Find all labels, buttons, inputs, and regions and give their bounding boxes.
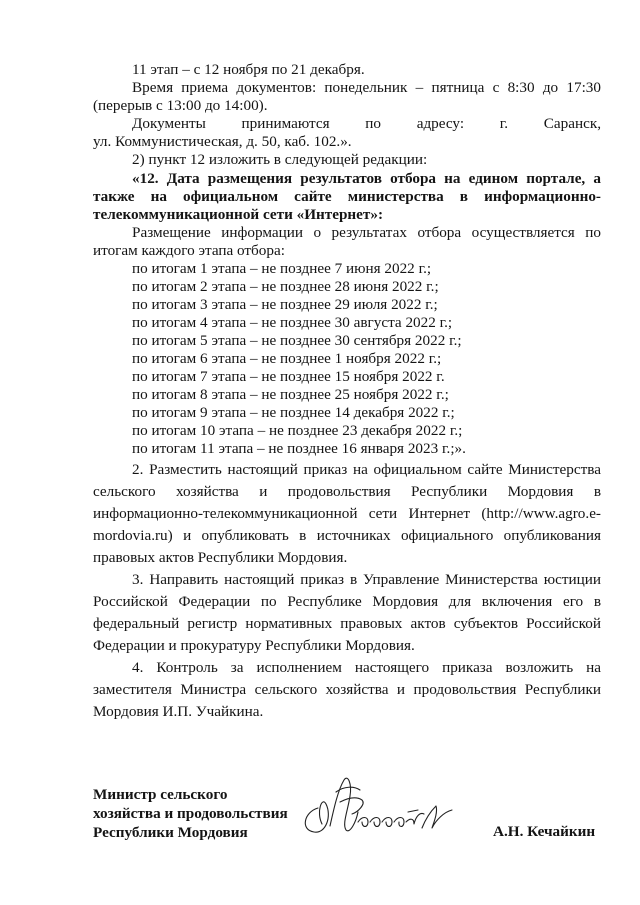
text-line: Федерации и прокуратуру Республики Мордовия. (93, 637, 415, 654)
text-line: Российской Федерации по Республике Мордовия для включения его в (93, 593, 601, 610)
list-item: по итогам 11 этапа – не позднее 16 января 2023 г.;». (132, 440, 466, 457)
list-item: по итогам 8 этапа – не позднее 25 ноября 2022 г.; (132, 386, 449, 403)
list-item: по итогам 10 этапа – не позднее 23 декабря 2022 г.; (132, 422, 463, 439)
heading-line: «12. Дата размещения результатов отбора на едином портале, а (132, 170, 601, 187)
text-line: 3. Направить настоящий приказ в Управление Министерства юстиции (132, 571, 601, 588)
signatory-title-line: хозяйства и продовольствия (93, 805, 288, 822)
signatory-name: А.Н. Кечайкин (493, 823, 596, 840)
text-line: 11 этап – с 12 ноября по 21 декабря. (132, 61, 365, 78)
text-line: заместителя Министра сельского хозяйства и продовольствия Республики (93, 681, 601, 698)
text-line: mordovia.ru) и опубликовать в источниках официального опубликования (93, 527, 601, 544)
list-item: по итогам 2 этапа – не позднее 28 июня 2022 г.; (132, 278, 439, 295)
text-line: правовых актов Республики Мордовия. (93, 549, 348, 566)
list-item: по итогам 7 этапа – не позднее 15 ноября 2022 г. (132, 368, 445, 385)
text-line: информационно-телекоммуникационной сети Интернет (http://www.agro.e- (93, 505, 601, 522)
signatory-title-line: Республики Мордовия (93, 824, 248, 841)
list-item: по итогам 6 этапа – не позднее 1 ноября 2022 г.; (132, 350, 442, 367)
text-line: Мордовия И.П. Учайкина. (93, 703, 264, 720)
list-item: по итогам 5 этапа – не позднее 30 сентября 2022 г.; (132, 332, 462, 349)
signatory-title-line: Министр сельского (93, 786, 228, 803)
text-line: федеральный регистр нормативных правовых актов субъектов Российской (93, 615, 601, 632)
text-line: Время приема документов: понедельник – пятница с 8:30 до 17:30 (132, 79, 601, 96)
heading-line: телекоммуникационной сети «Интернет»: (93, 206, 384, 223)
handwritten-signature (296, 772, 456, 842)
list-item: по итогам 4 этапа – не позднее 30 августа 2022 г.; (132, 314, 453, 331)
text-line: 4. Контроль за исполнением настоящего приказа возложить на (132, 659, 601, 676)
text-line: (перерыв с 13:00 до 14:00). (93, 97, 268, 114)
text-line: Документы принимаются по адресу: г. Саранск, (132, 115, 601, 132)
heading-line: также на официальном сайте министерства в информационно- (93, 188, 601, 205)
text-line: 2) пункт 12 изложить в следующей редакции: (132, 151, 428, 168)
list-item: по итогам 3 этапа – не позднее 29 июля 2022 г.; (132, 296, 438, 313)
text-line: ул. Коммунистическая, д. 50, каб. 102.». (93, 133, 352, 150)
text-line: итогам каждого этапа отбора: (93, 242, 285, 259)
text-line: 2. Разместить настоящий приказ на официальном сайте Министерства (132, 461, 601, 478)
text-line: Размещение информации о результатах отбора осуществляется по (132, 224, 601, 241)
list-item: по итогам 9 этапа – не позднее 14 декабря 2022 г.; (132, 404, 455, 421)
signatory-title (93, 785, 288, 842)
list-item: по итогам 1 этапа – не позднее 7 июня 2022 г.; (132, 260, 432, 277)
text-line: сельского хозяйства и продовольствия Республики Мордовия в (93, 483, 601, 500)
